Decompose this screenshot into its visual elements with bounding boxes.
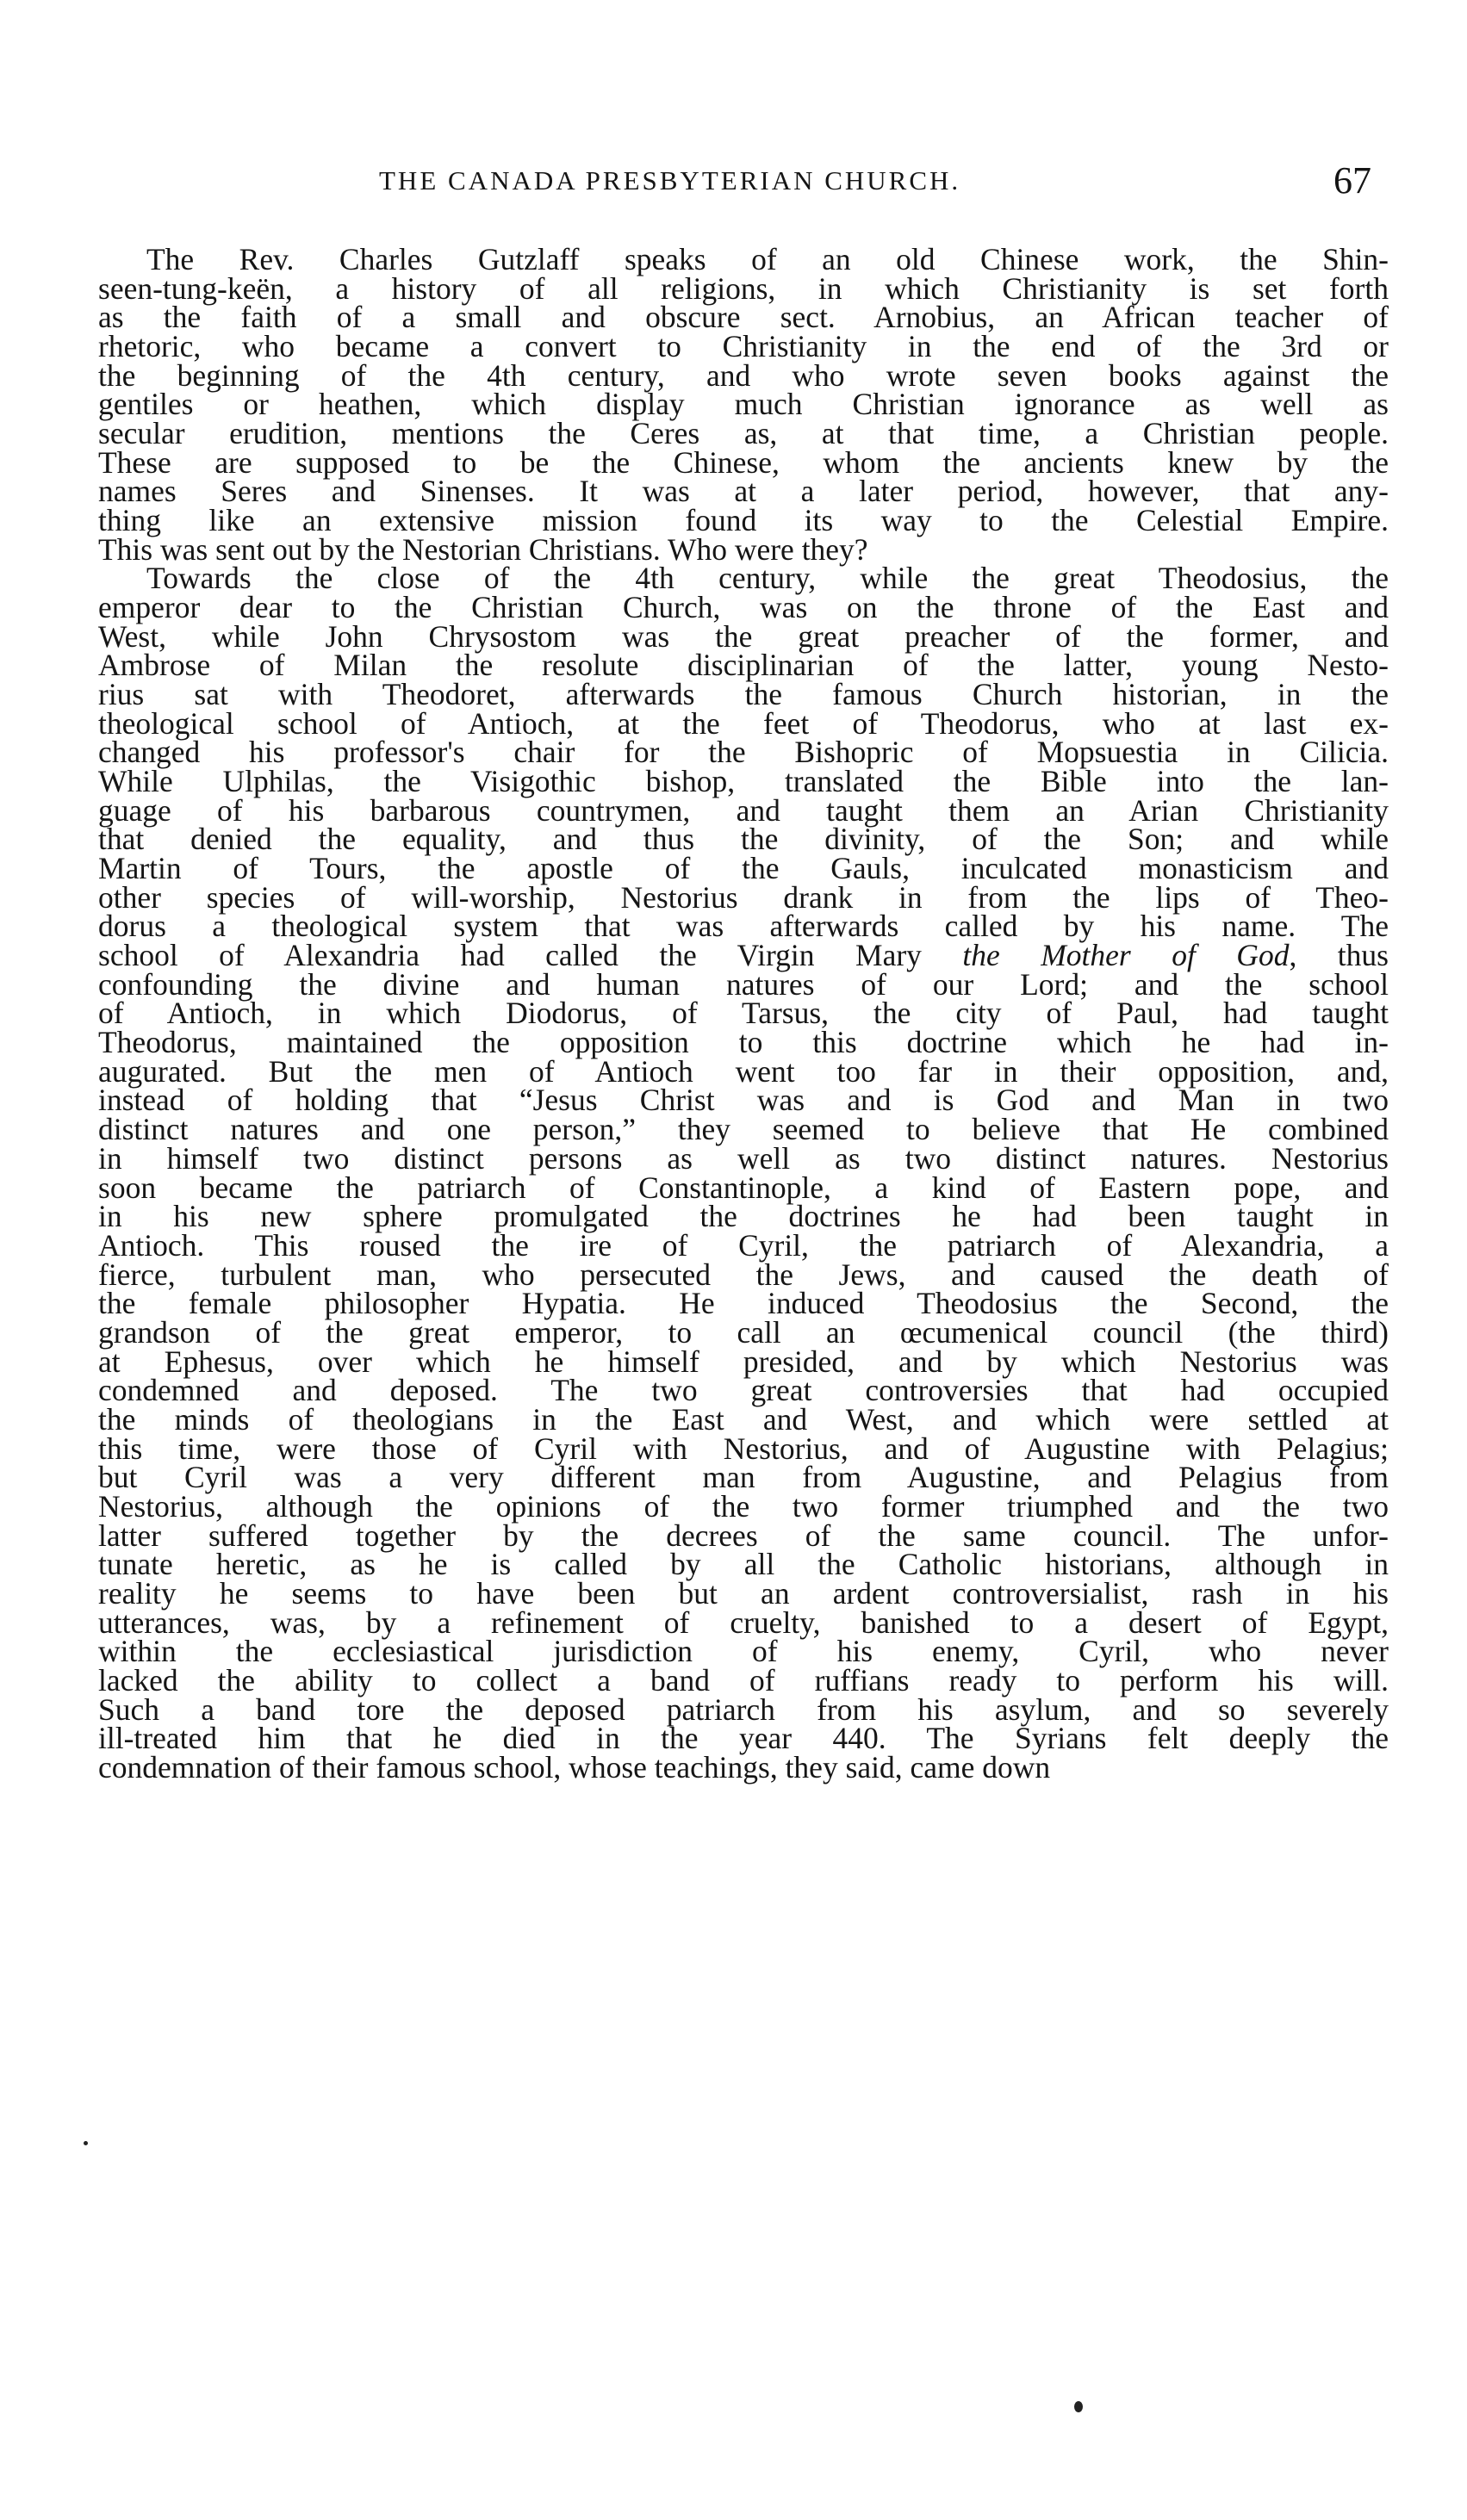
text-line: Theodorus, maintained the opposition to this doctrine which he had in- [98, 1025, 1389, 1060]
text-line: seen-tung-keën, a history of all religions, in which Christianity is set forth [98, 270, 1389, 306]
text-line: secular erudition, mentions the Ceres as, at that time, a Christian people. [98, 416, 1389, 451]
text-line: in his new sphere promulgated the doctrines he had been taught in [98, 1199, 1389, 1234]
text-line: the beginning of the 4th century, and who wrote seven books against the [98, 357, 1389, 393]
text-line: at Ephesus, over which he himself presided, and by which Nestorius was [98, 1344, 1389, 1379]
text-line: theological school of Antioch, at the feet of Theodorus, who at last ex- [98, 705, 1389, 741]
text-line: thing like an extensive mission found its way to the Celestial Empire. [98, 503, 1389, 538]
text-line: school of Alexandria had called the Virgin Mary the Mother of God, thus [98, 938, 1389, 973]
text-line: but Cyril was a very different man from Augustine, and Pelagius from [98, 1460, 1389, 1495]
text-line: augurated. But the men of Antioch went too far in their opposition, and, [98, 1053, 1389, 1089]
text-line: changed his professor's chair for the Bishopric of Mopsuestia in Cilicia. [98, 735, 1389, 770]
text-line: condemnation of their famous school, whose teachings, they said, came down [98, 1749, 1051, 1784]
text-line: ill-treated him that he died in the year 440. The Syrians felt deeply the [98, 1721, 1389, 1756]
text-line: of Antioch, in which Diodorus, of Tarsus, the city of Paul, had taught [98, 996, 1389, 1031]
paragraph [98, 561, 1389, 1784]
text-line: West, while John Chrysostom was the great preacher of the former, and [98, 618, 1389, 654]
text-line: in himself two distinct persons as well as two distinct natures. Nestorius [98, 1140, 1389, 1176]
text-line: This was sent out by the Nestorian Christians. Who were they? [98, 531, 868, 567]
text-line: the female philosopher Hypatia. He induced Theodosius the Second, the [98, 1286, 1389, 1321]
text-line: that denied the equality, and thus the divinity, of the Son; and while [98, 822, 1389, 857]
text-line: tunate heretic, as he is called by all the Catholic historians, although in [98, 1547, 1389, 1582]
text-line: within the ecclesiastical jurisdiction of his enemy, Cyril, who never [98, 1634, 1389, 1669]
margin-mark [84, 2141, 88, 2145]
text-line: other species of will-worship, Nestorius drank in from the lips of Theo- [98, 879, 1389, 915]
body-text [98, 242, 1389, 1784]
text-line: soon became the patriarch of Constantinople, a kind of Eastern pope, and [98, 1170, 1389, 1205]
text-line: grandson of the great emperor, to call an œcumenical council (the third) [98, 1314, 1389, 1350]
text-line: Such a band tore the deposed patriarch from his asylum, and so severely [98, 1691, 1389, 1727]
text-line: emperor dear to the Christian Church, was on the throne of the East and [98, 590, 1389, 625]
text-line: as the faith of a small and obscure sect. Arnobius, an African teacher of [98, 300, 1389, 335]
text-line: latter suffered together by the decrees of the same council. The unfor- [98, 1518, 1389, 1553]
text-line: distinct natures and one person,” they seemed to believe that He combined [98, 1112, 1389, 1147]
text-line: Martin of Tours, the apostle of the Gauls, inculcated monasticism and [98, 851, 1389, 886]
text-line: Antioch. This roused the ire of Cyril, the patriarch of Alexandria, a [98, 1227, 1389, 1263]
text-line: reality he seems to have been but an ardent controversialist, rash in his [98, 1575, 1389, 1611]
running-title: THE CANADA PRESBYTERIAN CHURCH. [379, 165, 961, 196]
text-line: Ambrose of Milan the resolute disciplinarian of the latter, young Nesto- [98, 648, 1389, 683]
ink-speck [1074, 2401, 1083, 2412]
text-line: this time, were those of Cyril with Nestorius, and of Augustine with Pelagius; [98, 1431, 1389, 1466]
text-line: dorus a theological system that was afterwards called by his name. The [98, 909, 1389, 944]
text-line: condemned and deposed. The two great controversies that had occupied [98, 1373, 1389, 1408]
running-head [95, 159, 1387, 217]
text-line: names Seres and Sinenses. It was at a later period, however, that any- [98, 474, 1389, 509]
text-line: Nestorius, although the opinions of the two former triumphed and the two [98, 1488, 1389, 1524]
text-line: confounding the divine and human natures of our Lord; and the school [98, 966, 1389, 1002]
text-line: The Rev. Charles Gutzlaff speaks of an old Chinese work, the Shin- [146, 242, 1389, 276]
text-line: rius sat with Theodoret, afterwards the famous Church historian, in the [98, 677, 1389, 712]
text-line: These are supposed to be the Chinese, whom the ancients knew by the [98, 444, 1389, 480]
italic-phrase: the Mother of God [962, 938, 1290, 973]
text-line: While Ulphilas, the Visigothic bishop, translated the Bible into the lan- [98, 764, 1389, 799]
text-line: fierce, turbulent man, who persecuted the Jews, and caused the death of [98, 1257, 1389, 1292]
text-line: the minds of theologians in the East and West, and which were settled at [98, 1401, 1389, 1437]
text-line: instead of holding that “Jesus Christ was and is God and Man in two [98, 1083, 1389, 1118]
text-line: guage of his barbarous countrymen, and taught them an Arian Christianity [98, 792, 1389, 828]
text-line: Towards the close of the 4th century, while the great Theodosius, the [146, 561, 1389, 596]
text-line: gentiles or heathen, which display much Christian ignorance as well as [98, 387, 1389, 422]
paragraph [98, 242, 1389, 567]
text-line: lacked the ability to collect a band of ruffians ready to perform his will. [98, 1662, 1389, 1698]
text-line: utterances, was, by a refinement of cruelty, banished to a desert of Egypt, [98, 1604, 1389, 1640]
page-number: 67 [1333, 159, 1371, 202]
text-line: rhetoric, who became a convert to Christianity in the end of the 3rd or [98, 329, 1389, 364]
